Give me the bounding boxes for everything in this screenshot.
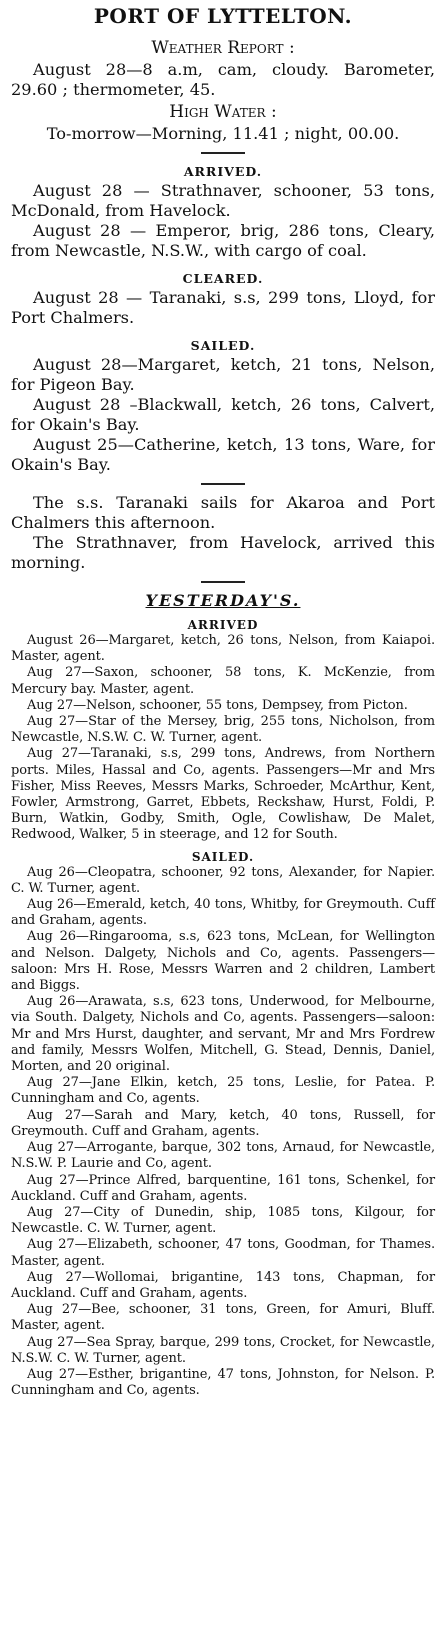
shipping-entry: Aug 26—Ringarooma, s.s, 623 tons, McLean, for Wellington and Nelson. Dalgety, Nichols and Co, agents. Passengers—saloon: Mrs H. Rose, Messrs Warren and 2 children, Lambert and Biggs. [11, 929, 435, 994]
shipping-note: The s.s. Taranaki sails for Akaroa and Port Chalmers this afternoon. [11, 493, 435, 532]
today-sailed-section [11, 338, 435, 475]
shipping-entry: Aug 27—Arrogante, barque, 302 tons, Arnaud, for Newcastle, N.S.W. P. Laurie and Co, agent. [11, 1140, 435, 1172]
shipping-entry: Aug 27—Sarah and Mary, ketch, 40 tons, Russell, for Greymouth. Cuff and Graham, agents. [11, 1107, 435, 1139]
shipping-entry: August 25—Catherine, ketch, 13 tons, Ware, for Okain's Bay. [11, 435, 435, 474]
today-arrived-section [11, 164, 435, 261]
shipping-entry: Aug 27—Prince Alfred, barquentine, 161 tons, Schenkel, for Auckland. Cuff and Graham, agents. [11, 1172, 435, 1204]
yesterday-sailed-section [11, 850, 435, 1400]
shipping-entry: Aug 27—Star of the Mersey, brig, 255 tons, Nicholson, from Newcastle, N.S.W. C. W. Turner, agent. [11, 714, 435, 746]
divider [201, 581, 245, 583]
high-water-heading: High Water : [169, 102, 277, 122]
shipping-note: The Strathnaver, from Havelock, arrived this morning. [11, 533, 435, 572]
shipping-entry: Aug 27—City of Dunedin, ship, 1085 tons, Kilgour, for Newcastle. C. W. Turner, agent. [11, 1204, 435, 1237]
masthead-title: PORT OF LYTTELTON. [93, 4, 353, 28]
weather-section [11, 38, 435, 144]
shipping-entry: August 28—Margaret, ketch, 21 tons, Nelson, for Pigeon Bay. [11, 355, 435, 394]
divider [201, 152, 245, 154]
today-cleared-section [11, 271, 435, 328]
shipping-entry: Aug 26—Emerald, ketch, 40 tons, Whitby, for Greymouth. Cuff and Graham, agents. [11, 897, 435, 929]
shipping-entry: Aug 27—Wollomai, brigantine, 143 tons, Chapman, for Auckland. Cuff and Graham, agents. [11, 1269, 435, 1301]
arrived-heading: ARRIVED. [183, 164, 263, 179]
shipping-entry: Aug 26—Cleopatra, schooner, 92 tons, Alexander, for Napier. C. W. Turner, agent. [11, 864, 435, 896]
notes-section [11, 493, 435, 573]
high-water-line: To-morrow—Morning, 11.41 ; night, 00.00. [46, 124, 400, 143]
shipping-entry: Aug 27—Sea Spray, barque, 299 tons, Crocket, for Newcastle, N.S.W. C. W. Turner, agent. [11, 1334, 435, 1366]
shipping-entry: Aug 27—Elizabeth, schooner, 47 tons, Goodman, for Thames. Master, agent. [11, 1237, 435, 1269]
weather-report-line: August 28—8 a.m, cam, cloudy. Barometer, 29.60 ; thermometer, 45. [11, 60, 435, 99]
divider [201, 483, 245, 485]
shipping-entry: Aug 27—Jane Elkin, ketch, 25 tons, Leslie, for Patea. P. Cunningham and Co, agents. [11, 1075, 435, 1107]
shipping-entry: Aug 27—Nelson, schooner, 55 tons, Dempsey, from Picton. [27, 697, 408, 713]
yesterday-arrived-section [11, 618, 435, 844]
weather-heading: Weather Report : [151, 38, 295, 58]
shipping-entry: Aug 27—Saxon, schooner, 58 tons, K. McKenzie, from Mercury bay. Master, agent. [11, 665, 435, 697]
shipping-entry: August 28 –Blackwall, ketch, 26 tons, Calvert, for Okain's Bay. [11, 395, 435, 434]
shipping-entry: Aug 27—Taranaki, s.s, 299 tons, Andrews, from Northern ports. Miles, Hassal and Co, agents. Passengers—Mr and Mrs Fisher, Miss Reeves, Messrs Marks, Schroeder, McArthur, Kent, Fowler, Armstrong, Garret, Ebbets, Reckshaw, Hurst, Foldi, P. Burn, Watkin, Godby, Smith, Ogle, Cowlishaw, De Malet, Redwood, Walker, 5 in steerage, and 12 for South. [11, 746, 435, 843]
shipping-entry: August 26—Margaret, ketch, 26 tons, Nelson, from Kaiapoi. Master, agent. [11, 633, 435, 665]
shipping-entry: Aug 26—Arawata, s.s, 623 tons, Underwood, for Melbourne, via South. Dalgety, Nichols and Co, agents. Passengers—saloon: Mr and Mrs Hurst, daughter, and servant, Mr and Mrs Fordrew and family, Messrs Wolfen, Mitchell, G. Stead, Dennis, Daniel, Morten, and 20 original. [11, 994, 435, 1075]
cleared-heading: CLEARED. [182, 271, 264, 286]
sailed-heading: SAILED. [190, 338, 256, 353]
shipping-entry: August 28 — Taranaki, s.s, 299 tons, Lloyd, for Port Chalmers. [11, 288, 435, 327]
news-column [11, 0, 435, 1399]
shipping-entry: August 28 — Emperor, brig, 286 tons, Cleary, from Newcastle, N.S.W., with cargo of coal. [11, 221, 435, 260]
yesterdays-title: YESTERDAY'S. [145, 591, 301, 610]
shipping-entry: August 28 — Strathnaver, schooner, 53 tons, McDonald, from Havelock. [11, 181, 435, 220]
sailed-heading: SAILED. [191, 849, 255, 864]
shipping-entry: Aug 27—Bee, schooner, 31 tons, Green, for Amuri, Bluff. Master, agent. [11, 1302, 435, 1334]
shipping-entry: Aug 27—Esther, brigantine, 47 tons, Johnston, for Nelson. P. Cunningham and Co, agents. [11, 1366, 435, 1399]
arrived-heading: ARRIVED [187, 618, 259, 632]
